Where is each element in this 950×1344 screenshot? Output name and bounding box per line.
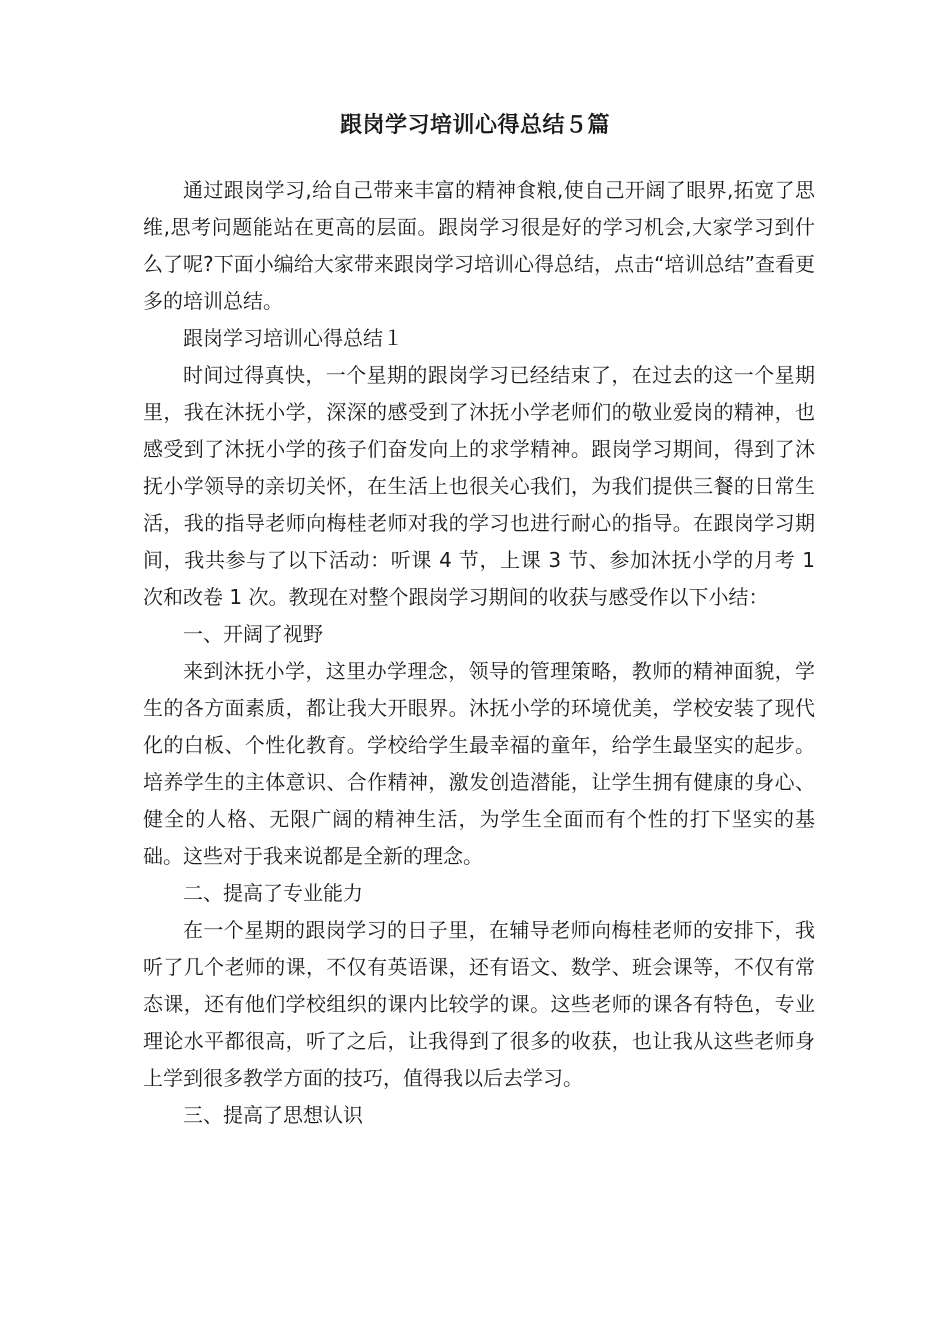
intro-paragraph: 通过跟岗学习,给自己带来丰富的精神食粮,使自己开阔了眼界,拓宽了思维,思考问题能站在更高的层面。跟岗学习很是好的学习机会,大家学习到什么了呢?下面小编给大家带来跟岗学习培训心得总结，点击“培训总结”查看更多的培训总结。: [143, 178, 815, 313]
body-paragraph: 来到沐抚小学，这里办学理念，领导的管理策略，教师的精神面貌，学生的各方面素质，都让我大开眼界。沐抚小学的环境优美，学校安装了现代化的白板、个性化教育。学校给学生最幸福的童年，给学生最坚实的起步。培养学生的主体意识、合作精神，激发创造潜能，让学生拥有健康的身心、健全的人格、无限广阔的精神生活，为学生全面而有个性的打下坚实的基础。这些对于我来说都是全新的理念。: [143, 659, 815, 868]
body-paragraph: 在一个星期的跟岗学习的日子里，在辅导老师向梅桂老师的安排下，我听了几个老师的课，不仅有英语课，还有语文、数学、班会课等，不仅有常态课，还有他们学校组织的课内比较学的课。这些老师的课各有特色，专业理论水平都很高，听了之后，让我得到了很多的收获，也让我从这些老师身上学到很多教学方面的技巧，值得我以后去学习。: [143, 918, 815, 1090]
section-heading: 跟岗学习培训心得总结１: [183, 326, 403, 350]
subsection-heading: 三、提高了思想认识: [183, 1103, 363, 1127]
subsection-heading: 二、提高了专业能力: [183, 881, 363, 905]
document-body: [143, 172, 815, 1134]
subsection-heading: 一、开阔了视野: [183, 622, 323, 646]
document-title: 跟岗学习培训心得总结５篇: [339, 113, 610, 138]
body-paragraph: 时间过得真快，一个星期的跟岗学习已经结束了，在过去的这一个星期里，我在沐抚小学，深深的感受到了沐抚小学老师们的敬业爱岗的精神，也感受到了沐抚小学的孩子们奋发向上的求学精神。跟岗学习期间，得到了沐抚小学领导的亲切关怀，在生活上也很关心我们，为我们提供三餐的日常生活，我的指导老师向梅桂老师对我的学习也进行耐心的指导。在跟岗学习期间，我共参与了以下活动：听课 4 节，上课 3 节、参加沐抚小学的月考 1 次和改卷 1 次。教现在对整个跟岗学习期间的收获与感受作以下小结：: [143, 363, 815, 609]
